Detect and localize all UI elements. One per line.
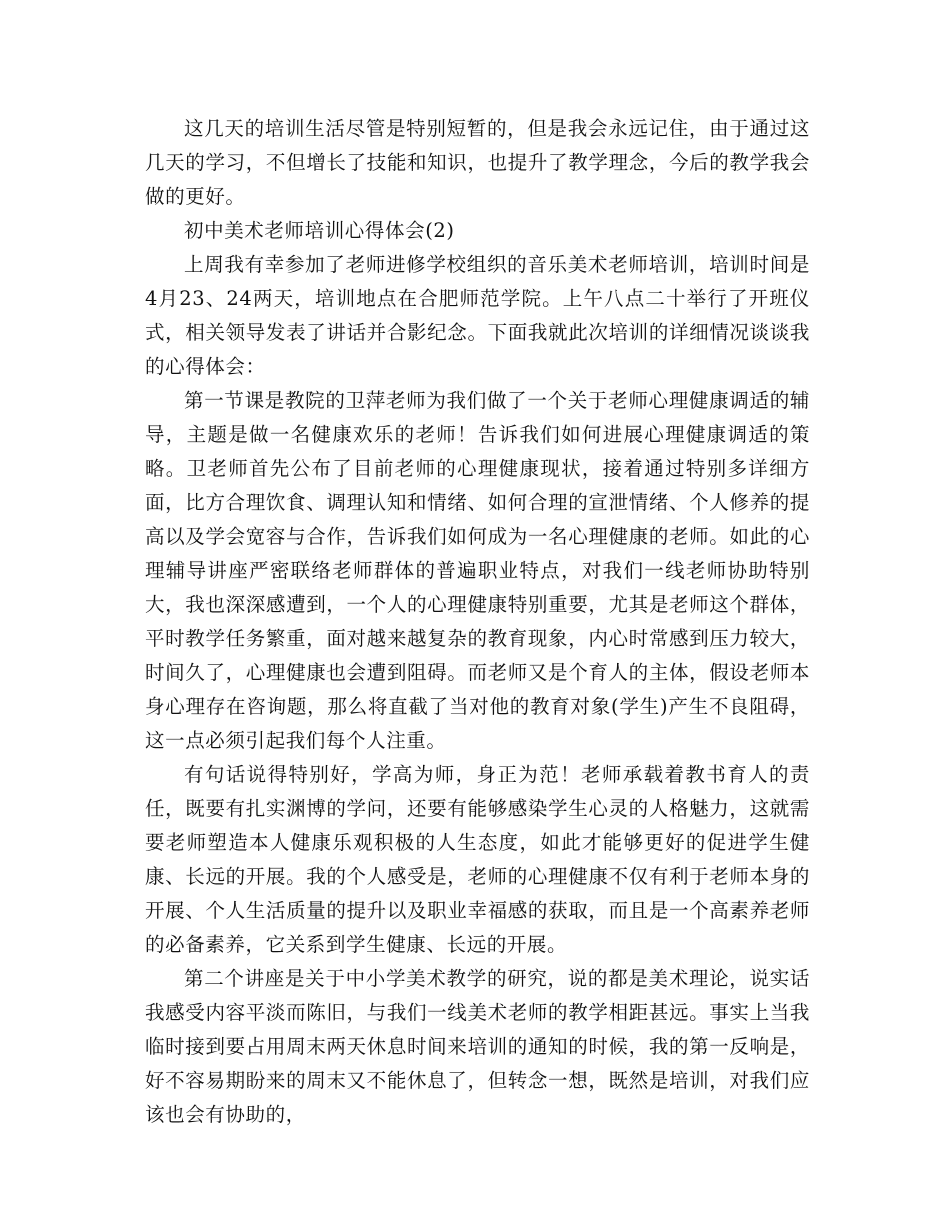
paragraph-intro: 这几天的培训生活尽管是特别短暂的，但是我会永远记住，由于通过这几天的学习，不但增长了技能和知识，也提升了教学理念，今后的教学我会做的更好。 (145, 117, 810, 208)
paragraph-second-lecture: 第二个讲座是关于中小学美术教学的研究，说的都是美术理论，说实话我感受内容平淡而陈旧，与我们一线美术老师的教学相距甚远。事实上当我临时接到要占用周末两天休息时间来培训的通知的时候，我的第一反响是，好不容易期盼来的周末又不能休息了，但转念一想，既然是培训，对我们应该也会有协助的， (145, 967, 810, 1126)
document-page (145, 112, 810, 1132)
paragraph-teacher-role: 有句话说得特别好，学高为师，身正为范！老师承载着教书育人的责任，既要有扎实渊博的学问，还要有能够感染学生心灵的人格魅力，这就需要老师塑造本人健康乐观积极的人生态度，如此才能够更好的促进学生健康、长远的开展。我的个人感受是，老师的心理健康不仅有利于老师本身的开展、个人生活质量的提升以及职业幸福感的获取，而且是一个高素养老师的必备素养，它关系到学生健康、长远的开展。 (145, 763, 810, 956)
paragraph-first-lecture: 第一节课是教院的卫萍老师为我们做了一个关于老师心理健康调适的辅导，主题是做一名健康欢乐的老师！告诉我们如何进展心理健康调适的策略。卫老师首先公布了目前老师的心理健康现状，接着通过特别多详细方面，比方合理饮食、调理认知和情绪、如何合理的宣泄情绪、个人修养的提高以及学会宽容与合作，告诉我们如何成为一名心理健康的老师。如此的心理辅导讲座严密联络老师群体的普遍职业特点，对我们一线老师协助特别大，我也深深感遭到，一个人的心理健康特别重要，尤其是老师这个群体，平时教学任务繁重，面对越来越复杂的教育现象，内心时常感到压力较大，时间久了，心理健康也会遭到阻碍。而老师又是个育人的主体，假设老师本身心理存在咨询题，那么将直截了当对他的教育对象(学生)产生不良阻碍，这一点必须引起我们每个人注重。 (145, 389, 810, 752)
section-heading: 初中美术老师培训心得体会(2) (184, 219, 455, 242)
paragraph-training-overview: 上周我有幸参加了老师进修学校组织的音乐美术老师培训，培训时间是4月23、24两天，培训地点在合肥师范学院。上午八点二十举行了开班仪式，相关领导发表了讲话并合影纪念。下面我就此次培训的详细情况谈谈我的心得体会： (145, 253, 810, 378)
